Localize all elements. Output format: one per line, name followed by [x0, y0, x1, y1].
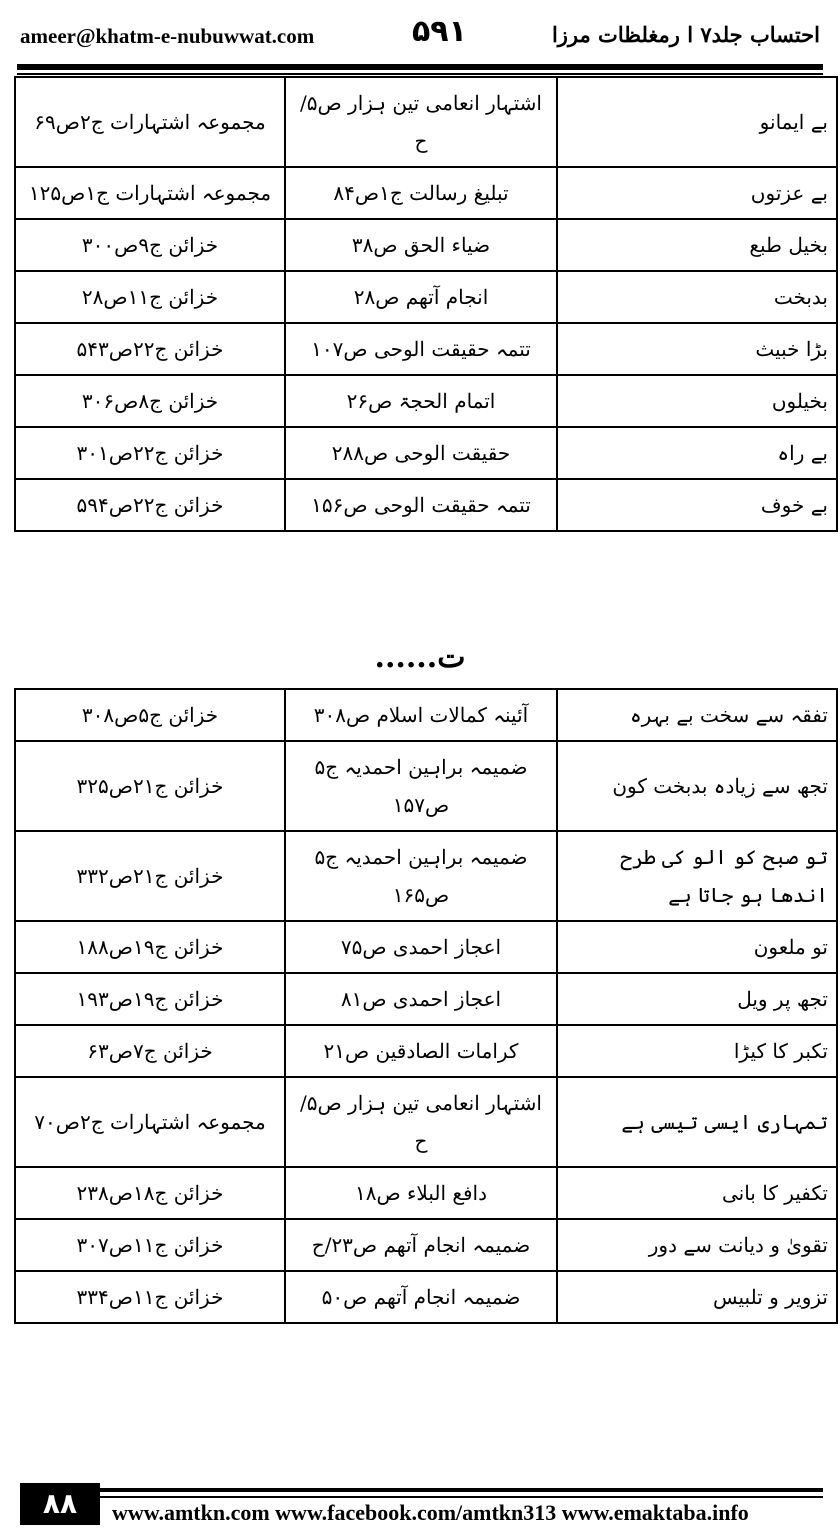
phrase-cell: بے عزتوں	[557, 167, 837, 219]
footer-rule-thick	[100, 1488, 823, 1492]
table-row	[15, 375, 837, 427]
header-rule-thin	[17, 73, 823, 75]
phrase-cell: تزویر و تلبیس	[557, 1271, 837, 1323]
volume-reference-cell: خزائن ج۸ص۳۰۶	[15, 375, 285, 427]
book-reference-cell: آئینہ کمالات اسلام ص۳۰۸	[285, 689, 557, 741]
table-row	[15, 479, 837, 531]
volume-reference-cell: خزائن ج۱۹ص۱۹۳	[15, 973, 285, 1025]
volume-reference-cell: خزائن ج۱۸ص۲۳۸	[15, 1167, 285, 1219]
reference-table-1	[14, 76, 838, 532]
phrase-cell: بے خوف	[557, 479, 837, 531]
header-title: احتساب جلد۷ ا رمغلظات مرزا	[551, 22, 820, 47]
volume-reference-cell: مجموعہ اشتہارات ج۱ص۱۲۵	[15, 167, 285, 219]
volume-reference-cell: خزائن ج۱۹ص۱۸۸	[15, 921, 285, 973]
table-row	[15, 973, 837, 1025]
header-page-number: ۵۹۱	[412, 14, 467, 49]
table-row	[15, 1219, 837, 1271]
table-row	[15, 831, 837, 921]
volume-reference-cell: خزائن ج۲۱ص۳۳۲	[15, 831, 285, 921]
section-heading: ت......	[374, 640, 466, 675]
page-header	[20, 14, 820, 58]
book-reference-cell: انجام آتھم ص۲۸	[285, 271, 557, 323]
phrase-cell: بڑا خبیث	[557, 323, 837, 375]
table-row	[15, 1271, 837, 1323]
volume-reference-cell: خزائن ج۲۲ص۳۰۱	[15, 427, 285, 479]
phrase-cell: تجھ پر ویل	[557, 973, 837, 1025]
volume-reference-cell: خزائن ج۱۱ص۳۳۴	[15, 1271, 285, 1323]
volume-reference-cell: خزائن ج۱۱ص۲۸	[15, 271, 285, 323]
footer-rule-thin	[100, 1496, 823, 1498]
table-row	[15, 323, 837, 375]
table-row	[15, 1077, 837, 1167]
book-reference-cell: اتمام الحجۃ ص۲۶	[285, 375, 557, 427]
book-reference-cell: کرامات الصادقین ص۲۱	[285, 1025, 557, 1077]
table-row	[15, 921, 837, 973]
volume-reference-cell: خزائن ج۲۲ص۵۹۴	[15, 479, 285, 531]
volume-reference-cell: مجموعہ اشتہارات ج۲ص۶۹	[15, 77, 285, 167]
book-reference-cell: تبلیغ رسالت ج۱ص۸۴	[285, 167, 557, 219]
phrase-cell: تکبر کا کیڑا	[557, 1025, 837, 1077]
book-reference-cell: ضمیمہ انجام آتھم ص۵۰	[285, 1271, 557, 1323]
volume-reference-cell: مجموعہ اشتہارات ج۲ص۷۰	[15, 1077, 285, 1167]
volume-reference-cell: خزائن ج۲۲ص۵۴۳	[15, 323, 285, 375]
volume-reference-cell: خزائن ج۵ص۳۰۸	[15, 689, 285, 741]
book-reference-cell: اشتہار انعامی تین ہزار ص۵/ح	[285, 1077, 557, 1167]
volume-reference-cell: خزائن ج۷ص۶۳	[15, 1025, 285, 1077]
table-row	[15, 1167, 837, 1219]
table-row	[15, 427, 837, 479]
reference-table-2	[14, 688, 838, 1324]
phrase-cell: بخیلوں	[557, 375, 837, 427]
table-row	[15, 741, 837, 831]
book-reference-cell: تتمہ حقیقت الوحی ص۱۰۷	[285, 323, 557, 375]
table-row	[15, 689, 837, 741]
phrase-cell: تقویٰ و دیانت سے دور	[557, 1219, 837, 1271]
book-reference-cell: ضمیمہ براہین احمدیہ ج۵ ص۱۵۷	[285, 741, 557, 831]
phrase-cell: بے ایمانو	[557, 77, 837, 167]
book-reference-cell: دافع البلاء ص۱۸	[285, 1167, 557, 1219]
phrase-cell: بے راہ	[557, 427, 837, 479]
phrase-cell: تمہاری ایسی تیسی ہے	[557, 1077, 837, 1167]
table-row	[15, 167, 837, 219]
book-reference-cell: ضمیمہ براہین احمدیہ ج۵ ص۱۶۵	[285, 831, 557, 921]
table-row	[15, 1025, 837, 1077]
table-row	[15, 219, 837, 271]
phrase-cell: تو ملعون	[557, 921, 837, 973]
phrase-cell: بخیل طبع	[557, 219, 837, 271]
table-row	[15, 77, 837, 167]
book-reference-cell: اعجاز احمدی ص۸۱	[285, 973, 557, 1025]
phrase-cell: تو صبح کو الو کی طرح اندھا ہو جاتا ہے	[557, 831, 837, 921]
book-reference-cell: اعجاز احمدی ص۷۵	[285, 921, 557, 973]
volume-reference-cell: خزائن ج۹ص۳۰۰	[15, 219, 285, 271]
phrase-cell: تجھ سے زیادہ بدبخت کون	[557, 741, 837, 831]
phrase-cell: تفقہ سے سخت بے بہرہ	[557, 689, 837, 741]
book-reference-cell: تتمہ حقیقت الوحی ص۱۵۶	[285, 479, 557, 531]
footer-page-number: ۸۸	[20, 1483, 100, 1525]
table-row	[15, 271, 837, 323]
volume-reference-cell: خزائن ج۲۱ص۳۲۵	[15, 741, 285, 831]
phrase-cell: بدبخت	[557, 271, 837, 323]
footer-urls: www.amtkn.com www.facebook.com/amtkn313 www.emaktaba.info	[112, 1500, 749, 1525]
volume-reference-cell: خزائن ج۱۱ص۳۰۷	[15, 1219, 285, 1271]
book-reference-cell: ضمیمہ انجام آتھم ص۲۳/ح	[285, 1219, 557, 1271]
book-reference-cell: حقیقت الوحی ص۲۸۸	[285, 427, 557, 479]
book-reference-cell: ضیاء الحق ص۳۸	[285, 219, 557, 271]
phrase-cell: تکفیر کا بانی	[557, 1167, 837, 1219]
header-rule-thick	[17, 64, 823, 70]
book-reference-cell: اشتہار انعامی تین ہزار ص۵/ح	[285, 77, 557, 167]
header-email: ameer@khatm-e-nubuwwat.com	[20, 24, 315, 48]
